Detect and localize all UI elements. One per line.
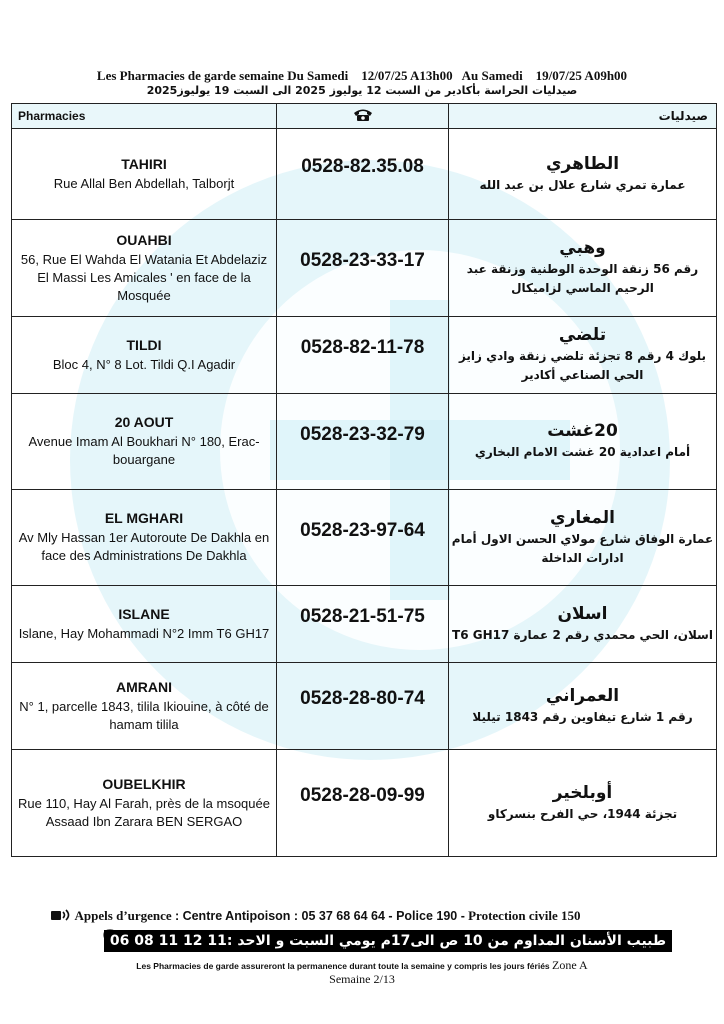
table-row [12,317,717,394]
pharmacy-name-arabic: المغاري [550,507,615,528]
pharmacy-name-arabic: العمراني [545,685,620,706]
permanence-note [0,958,724,973]
table-row [12,490,717,586]
pharmacy-address: Bloc 4, N° 8 Lot. Tildi Q.I Agadir [52,356,236,372]
table-row [12,586,717,663]
protection-civile: Protection civile 150 [468,908,581,923]
pharmacy-address-arabic: تجزئة 1944، حي الفرح بنسركاو [487,806,678,821]
pharmacy-address-arabic: أمام اعدادية 20 غشت الامام البخاري [474,445,691,459]
pharmacy-address-arabic: عمارة تمري شارع علال بن عبد الله [479,177,686,192]
pharmacy-phone: 0528-28-80-74 [300,688,425,709]
urgence-numbers: : Centre Antipoison : 05 37 68 64 64 - Police 190 - [174,909,465,923]
urgence-label: Appels d’urgence [74,908,172,923]
table-row [12,394,717,490]
pharmacy-address-arabic: بلوك 4 رقم 8 تجزئة تلضي زنقة وادي زايز الحي الصناعي أكادير [458,349,707,382]
pharmacy-name: TILDI [126,336,162,353]
pharmacy-address: Rue Allal Ben Abdellah, Talborjt [53,175,235,191]
pharmacy-name-arabic: تلضي [558,325,607,345]
pharmacy-phone: 0528-82-11-78 [300,337,425,358]
table-row [12,750,717,857]
pharmacy-name-arabic: الطاهري [545,153,620,174]
pharmacy-address-arabic: اسلان، الحي محمدي رقم 2 عمارة T6 GH17 [452,627,713,642]
pharmacy-phone: 0528-23-97-64 [300,519,425,541]
column-header-arabic: صيدليات [449,104,717,129]
pharmacy-name: OUBELKHIR [102,775,186,792]
page-subtitle-arabic: صيدليات الحراسة بأكادير من السبت 12 يوليوز 2025 الى السبت 19 يوليوز2025 [146,84,578,97]
pharmacy-phone: 0528-23-32-79 [300,423,425,445]
column-header-phone [277,104,449,129]
pharmacy-name: TAHIRI [121,155,167,172]
pharmacy-address: Av Mly Hassan 1er Autoroute De Dakhla en face des Administrations De Dakhla [18,530,270,563]
pharmacy-address-arabic: رقم 1 شارع تيفاوين رقم 1843 تيليلا [472,709,693,724]
telephone-icon [352,108,374,122]
pharmacy-address: N° 1, parcelle 1843, tilila Ikiouine, à côté de hamam tilila [19,698,269,732]
pharmacy-name-arabic: اسلان [557,603,608,624]
pharmacy-name-arabic: 20غشت [547,421,618,441]
column-header-pharmacies: Pharmacies [12,104,277,129]
pharmacy-name: ISLANE [118,605,170,622]
table-row [12,129,717,220]
pharmacy-address-arabic: رقم 56 زنقة الوحدة الوطنية وزنقة عبد الرحيم الماسي لزاميكال [466,262,699,295]
table-header [12,104,717,129]
table-row [12,220,717,317]
dentist-on-duty-banner: طبيب الأسنان المداوم من 10 ص الى17م يومي السبت و الاحد :11 12 11 08 06 [104,930,672,952]
zone-label: Zone A [552,958,588,972]
permanence-text: Les Pharmacies de garde assureront la permanence durant toute la semaine y compris les jours fériés [136,961,550,971]
pharmacy-name: OUAHBI [116,231,172,248]
pharmacy-phone: 0528-21-51-75 [300,606,425,627]
page-title: Les Pharmacies de garde semaine Du Samedi 12/07/25 A13h00 Au Samedi 19/07/25 A09h00 [96,68,628,83]
pharmacy-address: Rue 110, Hay Al Farah, près de la msoquée Assaad Ibn Zarara BEN SERGAO [18,795,270,829]
pharmacy-address: Avenue Imam Al Boukhari N° 180, Erac-bouargane [28,434,260,467]
pharmacy-address: 56, Rue El Wahda El Watania Et Abdelaziz El Massi Les Amicales ' en face de la Mosquée [20,251,268,303]
pharmacies-table [11,103,717,857]
phone-icon [50,909,72,921]
pharmacy-name-arabic: أوبلخير [552,782,613,803]
pharmacy-phone: 0528-82.35.08 [301,156,424,177]
pharmacy-address: Islane, Hay Mohammadi N°2 Imm T6 GH17 [18,625,270,641]
pharmacy-name: AMRANI [116,678,172,695]
pharmacy-address-arabic: عمارة الوفاق شارع مولاي الحسن الاول أمام ادارات الداخلة [451,531,714,565]
pharmacy-phone: 0528-28-09-99 [300,785,425,806]
pharmacy-name: 20 AOUT [114,414,174,430]
week-number: Semaine 2/13 [329,972,395,986]
emergency-line [50,908,695,924]
table-row [12,663,717,750]
pharmacy-name: EL MGHARI [104,510,184,526]
pharmacy-name-arabic: وهبي [559,238,606,258]
pharmacy-phone: 0528-23-33-17 [300,250,425,271]
